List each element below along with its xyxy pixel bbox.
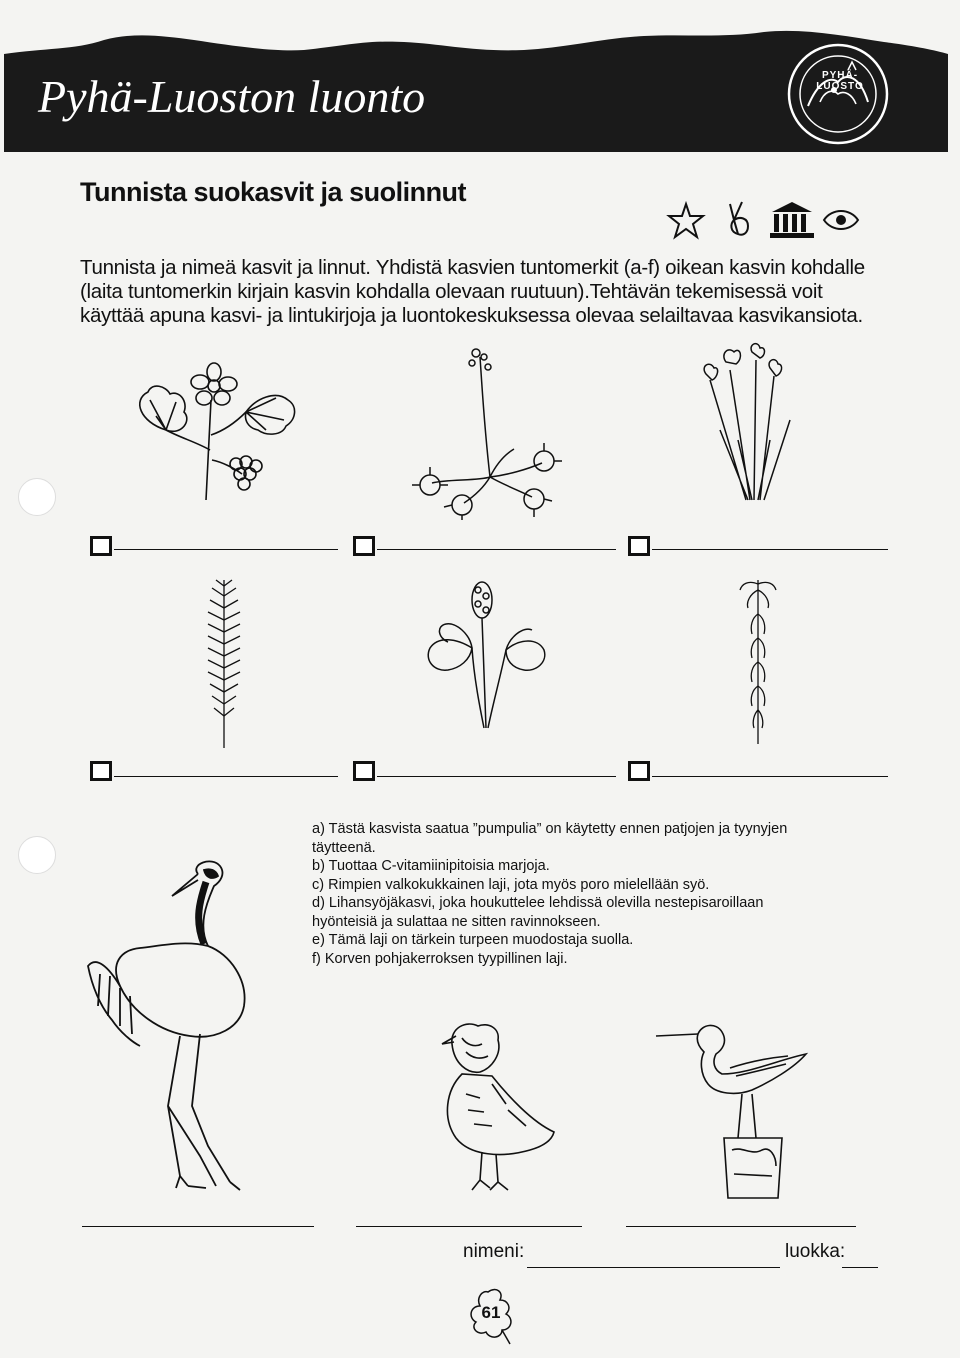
peace-hand-icon [730, 202, 748, 235]
sundew-illustration [408, 345, 568, 520]
clue-item: f) Korven pohjakerroksen tyypillinen laji. [312, 950, 568, 967]
peatmoss-illustration [728, 574, 788, 749]
page-header-title: Pyhä-Luoston luonto [38, 71, 426, 122]
clue-item: b) Tuottaa C-vitamiinipitoisia marjoja. [312, 858, 550, 874]
answer-line[interactable] [114, 776, 338, 777]
clue-item: e) Tämä laji on tärkein turpeen muodostaja suolla. [312, 932, 634, 948]
bird-answer-line[interactable] [626, 1226, 856, 1227]
page-number: 61 [481, 1303, 501, 1322]
clue-list [312, 820, 832, 968]
answer-box[interactable] [353, 761, 375, 781]
instructions-text: Tunnista ja nimeä kasvit ja linnut. Yhdistä kasvien tuntomerkit (a-f) oikean kasvin kohdalle (laita tuntomerkin kirjain kasvin kohdalla olevaan ruutuun).Tehtävän tekemisessä voit käyttää apuna kasvi- ja lintukirjoja ja luontokeskuksessa olevaa selailtavaa kasvikansiota. [80, 256, 865, 327]
logo-lettering: PYHÄ-LUOSTO [816, 70, 864, 92]
answer-box[interactable] [90, 761, 112, 781]
star-icon [669, 204, 703, 237]
cottongrass-illustration [690, 340, 810, 510]
answer-box[interactable] [628, 536, 650, 556]
clue-item: c) Rimpien valkokukkainen laji, jota myös poro mielellään syö. [312, 876, 710, 893]
punch-hole [18, 478, 56, 516]
class-label: luokka: [785, 1241, 846, 1262]
class-field[interactable] [842, 1267, 878, 1268]
name-label: nimeni: [463, 1241, 525, 1262]
answer-box[interactable] [628, 761, 650, 781]
activity-icons [660, 194, 860, 244]
answer-line[interactable] [652, 776, 888, 777]
worksheet-title: Tunnista suokasvit ja suolinnut [80, 177, 467, 207]
answer-line[interactable] [377, 549, 616, 550]
cloudberry-illustration [126, 350, 306, 510]
clue-item: a) Tästä kasvista saatua ”pumpulia” on käytetty ennen patjojen ja tyynyjen täytteenä. [312, 821, 788, 856]
wood-sandpiper-illustration [652, 1010, 828, 1198]
bird-answer-line[interactable] [82, 1226, 314, 1227]
answer-line[interactable] [652, 549, 888, 550]
clubmoss-illustration [196, 576, 252, 751]
national-park-logo [778, 42, 898, 146]
answer-box[interactable] [353, 536, 375, 556]
museum-icon [770, 202, 814, 238]
bird-answer-line[interactable] [356, 1226, 582, 1227]
answer-line[interactable] [377, 776, 616, 777]
crane-illustration [80, 856, 290, 1196]
punch-hole [18, 836, 56, 874]
name-field[interactable] [527, 1267, 780, 1268]
bogbean-illustration [420, 578, 550, 743]
eye-icon [824, 211, 858, 229]
ruff-illustration [422, 1014, 562, 1194]
answer-line[interactable] [114, 549, 338, 550]
clue-item: d) Lihansyöjäkasvi, joka houkuttelee lehdissä olevilla nestepisaroillaan hyönteisiä ja sulattaa ne sitten ravinnokseen. [312, 895, 764, 930]
answer-box[interactable] [90, 536, 112, 556]
